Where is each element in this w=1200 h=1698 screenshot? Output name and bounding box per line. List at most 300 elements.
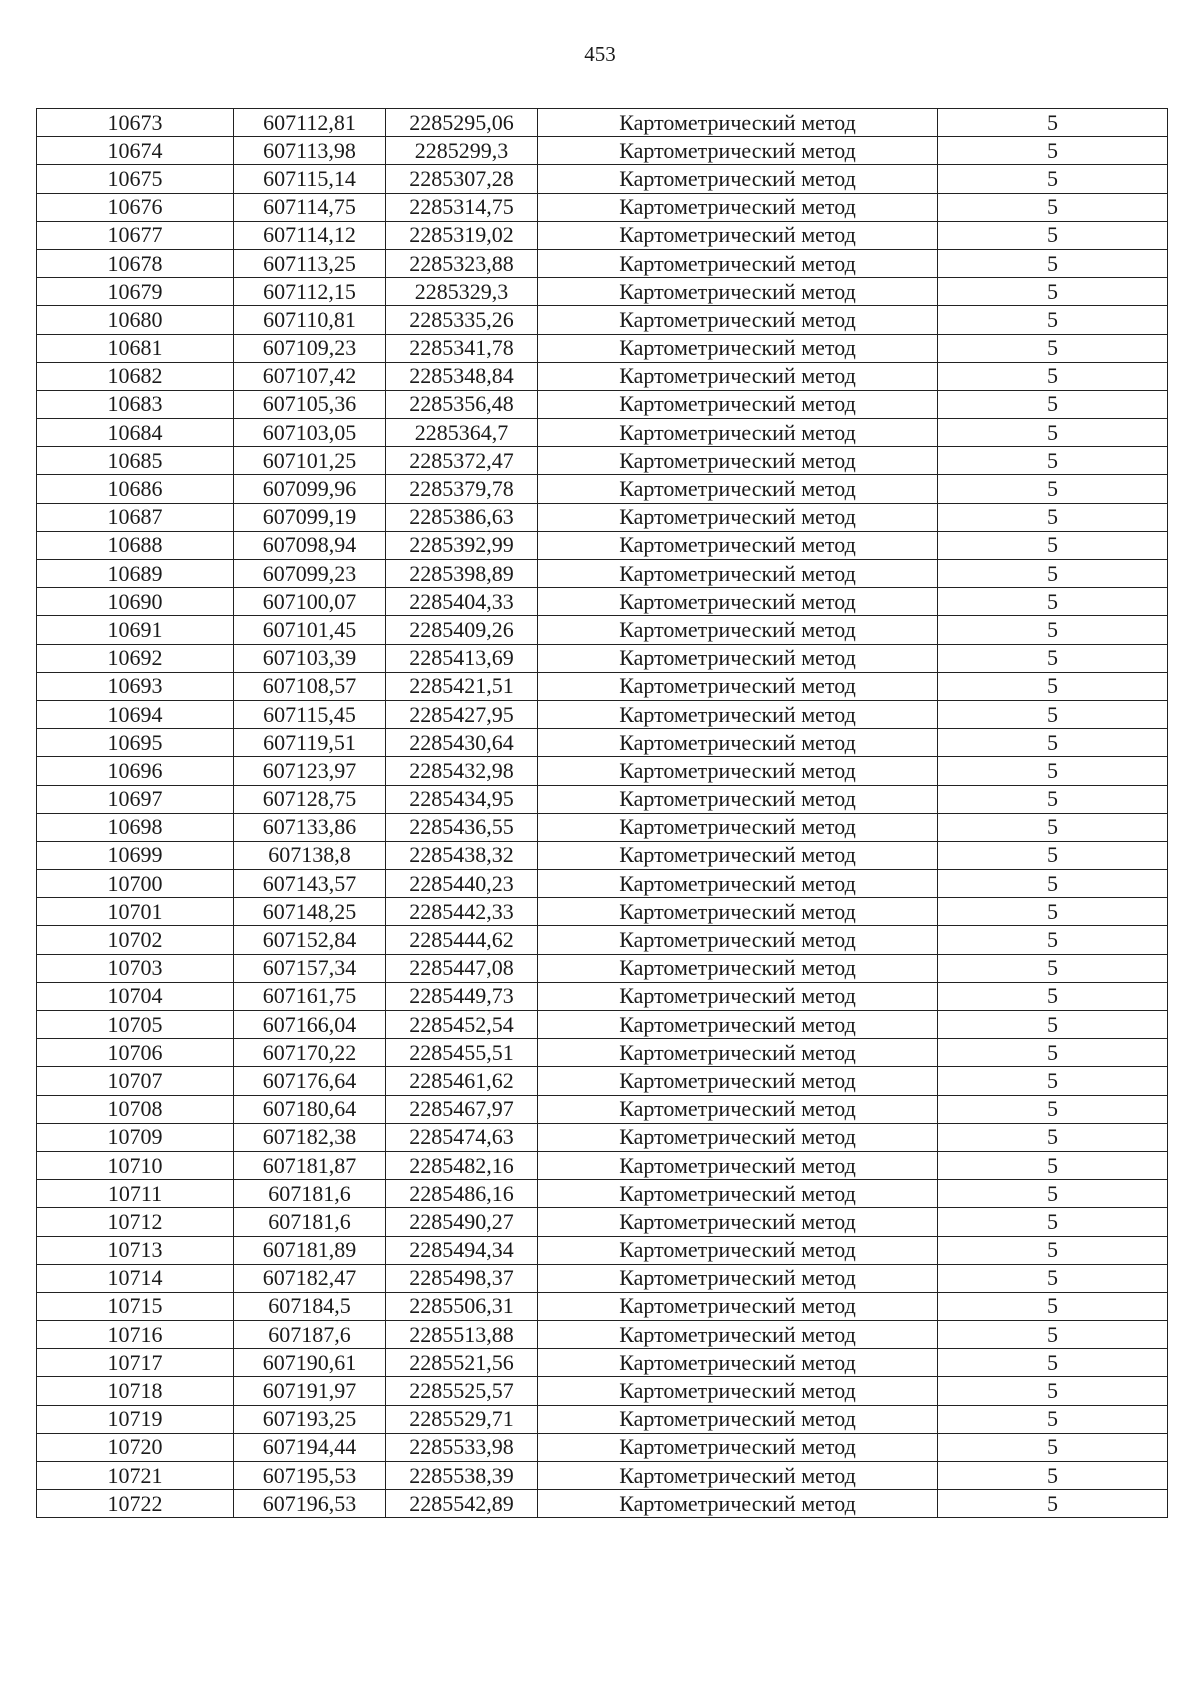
- table-row: [37, 785, 1168, 813]
- y-coordinate-cell: 2285356,48: [386, 390, 538, 418]
- point-number-cell: 10675: [37, 165, 234, 193]
- point-number-cell: 10706: [37, 1039, 234, 1067]
- method-cell: Картометрический метод: [538, 278, 938, 306]
- point-number-cell: 10721: [37, 1462, 234, 1490]
- accuracy-cell: 5: [938, 447, 1168, 475]
- x-coordinate-cell: 607133,86: [234, 813, 386, 841]
- accuracy-cell: 5: [938, 165, 1168, 193]
- point-number-cell: 10684: [37, 419, 234, 447]
- x-coordinate-cell: 607176,64: [234, 1067, 386, 1095]
- x-coordinate-cell: 607143,57: [234, 870, 386, 898]
- method-cell: Картометрический метод: [538, 1349, 938, 1377]
- y-coordinate-cell: 2285409,26: [386, 616, 538, 644]
- table-row: [37, 1377, 1168, 1405]
- table-row: [37, 447, 1168, 475]
- table-row: [37, 306, 1168, 334]
- point-number-cell: 10700: [37, 870, 234, 898]
- y-coordinate-cell: 2285486,16: [386, 1180, 538, 1208]
- y-coordinate-cell: 2285467,97: [386, 1095, 538, 1123]
- y-coordinate-cell: 2285299,3: [386, 137, 538, 165]
- y-coordinate-cell: 2285404,33: [386, 588, 538, 616]
- table-row: [37, 616, 1168, 644]
- point-number-cell: 10694: [37, 700, 234, 728]
- method-cell: Картометрический метод: [538, 1405, 938, 1433]
- x-coordinate-cell: 607115,45: [234, 700, 386, 728]
- accuracy-cell: 5: [938, 137, 1168, 165]
- point-number-cell: 10692: [37, 644, 234, 672]
- accuracy-cell: 5: [938, 475, 1168, 503]
- y-coordinate-cell: 2285398,89: [386, 560, 538, 588]
- page-number: 453: [584, 42, 616, 66]
- y-coordinate-cell: 2285427,95: [386, 700, 538, 728]
- point-number-cell: 10687: [37, 503, 234, 531]
- accuracy-cell: 5: [938, 109, 1168, 137]
- x-coordinate-cell: 607184,5: [234, 1292, 386, 1320]
- accuracy-cell: 5: [938, 982, 1168, 1010]
- y-coordinate-cell: 2285323,88: [386, 249, 538, 277]
- method-cell: Картометрический метод: [538, 1067, 938, 1095]
- method-cell: Картометрический метод: [538, 1462, 938, 1490]
- method-cell: Картометрический метод: [538, 841, 938, 869]
- accuracy-cell: 5: [938, 1180, 1168, 1208]
- x-coordinate-cell: 607190,61: [234, 1349, 386, 1377]
- x-coordinate-cell: 607112,81: [234, 109, 386, 137]
- point-number-cell: 10703: [37, 954, 234, 982]
- point-number-cell: 10701: [37, 898, 234, 926]
- accuracy-cell: 5: [938, 390, 1168, 418]
- accuracy-cell: 5: [938, 560, 1168, 588]
- method-cell: Картометрический метод: [538, 616, 938, 644]
- y-coordinate-cell: 2285521,56: [386, 1349, 538, 1377]
- table-row: [37, 1321, 1168, 1349]
- method-cell: Картометрический метод: [538, 926, 938, 954]
- point-number-cell: 10707: [37, 1067, 234, 1095]
- table-row: [37, 926, 1168, 954]
- y-coordinate-cell: 2285348,84: [386, 362, 538, 390]
- accuracy-cell: 5: [938, 954, 1168, 982]
- table-row: [37, 475, 1168, 503]
- point-number-cell: 10690: [37, 588, 234, 616]
- method-cell: Картометрический метод: [538, 390, 938, 418]
- accuracy-cell: 5: [938, 870, 1168, 898]
- y-coordinate-cell: 2285295,06: [386, 109, 538, 137]
- method-cell: Картометрический метод: [538, 813, 938, 841]
- method-cell: Картометрический метод: [538, 1095, 938, 1123]
- table-row: [37, 841, 1168, 869]
- table-row: [37, 560, 1168, 588]
- y-coordinate-cell: 2285430,64: [386, 729, 538, 757]
- method-cell: Картометрический метод: [538, 165, 938, 193]
- method-cell: Картометрический метод: [538, 1490, 938, 1518]
- table-row: [37, 1264, 1168, 1292]
- point-number-cell: 10702: [37, 926, 234, 954]
- y-coordinate-cell: 2285506,31: [386, 1292, 538, 1320]
- table-row: [37, 1011, 1168, 1039]
- method-cell: Картометрический метод: [538, 1264, 938, 1292]
- point-number-cell: 10722: [37, 1490, 234, 1518]
- x-coordinate-cell: 607103,05: [234, 419, 386, 447]
- accuracy-cell: 5: [938, 729, 1168, 757]
- coordinates-table: [36, 108, 1168, 1518]
- y-coordinate-cell: 2285474,63: [386, 1123, 538, 1151]
- accuracy-cell: 5: [938, 898, 1168, 926]
- x-coordinate-cell: 607110,81: [234, 306, 386, 334]
- x-coordinate-cell: 607114,12: [234, 221, 386, 249]
- accuracy-cell: 5: [938, 531, 1168, 559]
- accuracy-cell: 5: [938, 1208, 1168, 1236]
- point-number-cell: 10674: [37, 137, 234, 165]
- x-coordinate-cell: 607108,57: [234, 672, 386, 700]
- accuracy-cell: 5: [938, 1123, 1168, 1151]
- y-coordinate-cell: 2285372,47: [386, 447, 538, 475]
- accuracy-cell: 5: [938, 419, 1168, 447]
- accuracy-cell: 5: [938, 1405, 1168, 1433]
- y-coordinate-cell: 2285482,16: [386, 1151, 538, 1179]
- x-coordinate-cell: 607193,25: [234, 1405, 386, 1433]
- x-coordinate-cell: 607195,53: [234, 1462, 386, 1490]
- point-number-cell: 10696: [37, 757, 234, 785]
- point-number-cell: 10716: [37, 1321, 234, 1349]
- y-coordinate-cell: 2285447,08: [386, 954, 538, 982]
- point-number-cell: 10713: [37, 1236, 234, 1264]
- coordinates-table-body: [37, 109, 1168, 1518]
- table-row: [37, 588, 1168, 616]
- table-row: [37, 757, 1168, 785]
- table-row: [37, 1180, 1168, 1208]
- x-coordinate-cell: 607182,38: [234, 1123, 386, 1151]
- x-coordinate-cell: 607181,6: [234, 1180, 386, 1208]
- x-coordinate-cell: 607182,47: [234, 1264, 386, 1292]
- accuracy-cell: 5: [938, 1067, 1168, 1095]
- y-coordinate-cell: 2285513,88: [386, 1321, 538, 1349]
- accuracy-cell: 5: [938, 278, 1168, 306]
- method-cell: Картометрический метод: [538, 1180, 938, 1208]
- y-coordinate-cell: 2285525,57: [386, 1377, 538, 1405]
- table-row: [37, 390, 1168, 418]
- table-row: [37, 954, 1168, 982]
- y-coordinate-cell: 2285490,27: [386, 1208, 538, 1236]
- point-number-cell: 10698: [37, 813, 234, 841]
- x-coordinate-cell: 607196,53: [234, 1490, 386, 1518]
- point-number-cell: 10718: [37, 1377, 234, 1405]
- method-cell: Картометрический метод: [538, 503, 938, 531]
- accuracy-cell: 5: [938, 1377, 1168, 1405]
- table-row: [37, 672, 1168, 700]
- y-coordinate-cell: 2285413,69: [386, 644, 538, 672]
- point-number-cell: 10709: [37, 1123, 234, 1151]
- table-row: [37, 1095, 1168, 1123]
- y-coordinate-cell: 2285392,99: [386, 531, 538, 559]
- method-cell: Картометрический метод: [538, 306, 938, 334]
- method-cell: Картометрический метод: [538, 785, 938, 813]
- method-cell: Картометрический метод: [538, 644, 938, 672]
- accuracy-cell: 5: [938, 1433, 1168, 1461]
- table-row: [37, 644, 1168, 672]
- point-number-cell: 10695: [37, 729, 234, 757]
- method-cell: Картометрический метод: [538, 249, 938, 277]
- accuracy-cell: 5: [938, 1011, 1168, 1039]
- table-row: [37, 362, 1168, 390]
- y-coordinate-cell: 2285436,55: [386, 813, 538, 841]
- y-coordinate-cell: 2285329,3: [386, 278, 538, 306]
- y-coordinate-cell: 2285449,73: [386, 982, 538, 1010]
- method-cell: Картометрический метод: [538, 700, 938, 728]
- table-row: [37, 221, 1168, 249]
- method-cell: Картометрический метод: [538, 137, 938, 165]
- table-row: [37, 870, 1168, 898]
- table-row: [37, 898, 1168, 926]
- y-coordinate-cell: 2285319,02: [386, 221, 538, 249]
- x-coordinate-cell: 607166,04: [234, 1011, 386, 1039]
- point-number-cell: 10697: [37, 785, 234, 813]
- x-coordinate-cell: 607100,07: [234, 588, 386, 616]
- accuracy-cell: 5: [938, 588, 1168, 616]
- table-row: [37, 334, 1168, 362]
- y-coordinate-cell: 2285307,28: [386, 165, 538, 193]
- table-row: [37, 1292, 1168, 1320]
- y-coordinate-cell: 2285364,7: [386, 419, 538, 447]
- y-coordinate-cell: 2285432,98: [386, 757, 538, 785]
- point-number-cell: 10682: [37, 362, 234, 390]
- x-coordinate-cell: 607099,19: [234, 503, 386, 531]
- table-row: [37, 729, 1168, 757]
- point-number-cell: 10676: [37, 193, 234, 221]
- y-coordinate-cell: 2285442,33: [386, 898, 538, 926]
- x-coordinate-cell: 607157,34: [234, 954, 386, 982]
- x-coordinate-cell: 607103,39: [234, 644, 386, 672]
- table-row: [37, 1067, 1168, 1095]
- table-row: [37, 419, 1168, 447]
- method-cell: Картометрический метод: [538, 362, 938, 390]
- point-number-cell: 10699: [37, 841, 234, 869]
- method-cell: Картометрический метод: [538, 193, 938, 221]
- point-number-cell: 10679: [37, 278, 234, 306]
- accuracy-cell: 5: [938, 1462, 1168, 1490]
- point-number-cell: 10689: [37, 560, 234, 588]
- method-cell: Картометрический метод: [538, 560, 938, 588]
- method-cell: Картометрический метод: [538, 531, 938, 559]
- method-cell: Картометрический метод: [538, 334, 938, 362]
- x-coordinate-cell: 607181,87: [234, 1151, 386, 1179]
- point-number-cell: 10693: [37, 672, 234, 700]
- accuracy-cell: 5: [938, 1095, 1168, 1123]
- accuracy-cell: 5: [938, 757, 1168, 785]
- y-coordinate-cell: 2285341,78: [386, 334, 538, 362]
- point-number-cell: 10683: [37, 390, 234, 418]
- method-cell: Картометрический метод: [538, 1151, 938, 1179]
- accuracy-cell: 5: [938, 813, 1168, 841]
- x-coordinate-cell: 607152,84: [234, 926, 386, 954]
- point-number-cell: 10678: [37, 249, 234, 277]
- table-row: [37, 1405, 1168, 1433]
- x-coordinate-cell: 607170,22: [234, 1039, 386, 1067]
- y-coordinate-cell: 2285461,62: [386, 1067, 538, 1095]
- point-number-cell: 10673: [37, 109, 234, 137]
- method-cell: Картометрический метод: [538, 588, 938, 616]
- y-coordinate-cell: 2285455,51: [386, 1039, 538, 1067]
- accuracy-cell: 5: [938, 362, 1168, 390]
- method-cell: Картометрический метод: [538, 898, 938, 926]
- x-coordinate-cell: 607148,25: [234, 898, 386, 926]
- accuracy-cell: 5: [938, 644, 1168, 672]
- method-cell: Картометрический метод: [538, 672, 938, 700]
- table-row: [37, 109, 1168, 137]
- x-coordinate-cell: 607105,36: [234, 390, 386, 418]
- accuracy-cell: 5: [938, 306, 1168, 334]
- x-coordinate-cell: 607109,23: [234, 334, 386, 362]
- point-number-cell: 10681: [37, 334, 234, 362]
- accuracy-cell: 5: [938, 1490, 1168, 1518]
- accuracy-cell: 5: [938, 503, 1168, 531]
- table-row: [37, 700, 1168, 728]
- method-cell: Картометрический метод: [538, 1292, 938, 1320]
- point-number-cell: 10686: [37, 475, 234, 503]
- table-row: [37, 1039, 1168, 1067]
- table-row: [37, 531, 1168, 559]
- point-number-cell: 10708: [37, 1095, 234, 1123]
- x-coordinate-cell: 607099,23: [234, 560, 386, 588]
- x-coordinate-cell: 607115,14: [234, 165, 386, 193]
- method-cell: Картометрический метод: [538, 1011, 938, 1039]
- y-coordinate-cell: 2285314,75: [386, 193, 538, 221]
- table-row: [37, 1208, 1168, 1236]
- table-row: [37, 1349, 1168, 1377]
- table-row: [37, 982, 1168, 1010]
- method-cell: Картометрический метод: [538, 757, 938, 785]
- x-coordinate-cell: 607113,25: [234, 249, 386, 277]
- y-coordinate-cell: 2285434,95: [386, 785, 538, 813]
- table-row: [37, 1236, 1168, 1264]
- method-cell: Картометрический метод: [538, 1208, 938, 1236]
- table-row: [37, 193, 1168, 221]
- accuracy-cell: 5: [938, 785, 1168, 813]
- method-cell: Картометрический метод: [538, 1321, 938, 1349]
- method-cell: Картометрический метод: [538, 954, 938, 982]
- table-row: [37, 1433, 1168, 1461]
- table-row: [37, 1462, 1168, 1490]
- x-coordinate-cell: 607138,8: [234, 841, 386, 869]
- y-coordinate-cell: 2285438,32: [386, 841, 538, 869]
- table-row: [37, 165, 1168, 193]
- method-cell: Картометрический метод: [538, 221, 938, 249]
- accuracy-cell: 5: [938, 1292, 1168, 1320]
- method-cell: Картометрический метод: [538, 109, 938, 137]
- point-number-cell: 10712: [37, 1208, 234, 1236]
- x-coordinate-cell: 607098,94: [234, 531, 386, 559]
- accuracy-cell: 5: [938, 221, 1168, 249]
- table-row: [37, 249, 1168, 277]
- accuracy-cell: 5: [938, 249, 1168, 277]
- method-cell: Картометрический метод: [538, 729, 938, 757]
- accuracy-cell: 5: [938, 841, 1168, 869]
- x-coordinate-cell: 607123,97: [234, 757, 386, 785]
- point-number-cell: 10720: [37, 1433, 234, 1461]
- accuracy-cell: 5: [938, 926, 1168, 954]
- table-row: [37, 813, 1168, 841]
- y-coordinate-cell: 2285529,71: [386, 1405, 538, 1433]
- y-coordinate-cell: 2285498,37: [386, 1264, 538, 1292]
- x-coordinate-cell: 607191,97: [234, 1377, 386, 1405]
- method-cell: Картометрический метод: [538, 982, 938, 1010]
- accuracy-cell: 5: [938, 700, 1168, 728]
- accuracy-cell: 5: [938, 1236, 1168, 1264]
- point-number-cell: 10688: [37, 531, 234, 559]
- y-coordinate-cell: 2285444,62: [386, 926, 538, 954]
- table-row: [37, 1123, 1168, 1151]
- x-coordinate-cell: 607180,64: [234, 1095, 386, 1123]
- y-coordinate-cell: 2285335,26: [386, 306, 538, 334]
- x-coordinate-cell: 607101,45: [234, 616, 386, 644]
- point-number-cell: 10719: [37, 1405, 234, 1433]
- y-coordinate-cell: 2285421,51: [386, 672, 538, 700]
- point-number-cell: 10704: [37, 982, 234, 1010]
- x-coordinate-cell: 607181,89: [234, 1236, 386, 1264]
- point-number-cell: 10714: [37, 1264, 234, 1292]
- point-number-cell: 10705: [37, 1011, 234, 1039]
- accuracy-cell: 5: [938, 616, 1168, 644]
- point-number-cell: 10680: [37, 306, 234, 334]
- point-number-cell: 10685: [37, 447, 234, 475]
- x-coordinate-cell: 607161,75: [234, 982, 386, 1010]
- point-number-cell: 10711: [37, 1180, 234, 1208]
- y-coordinate-cell: 2285494,34: [386, 1236, 538, 1264]
- method-cell: Картометрический метод: [538, 1236, 938, 1264]
- accuracy-cell: 5: [938, 672, 1168, 700]
- x-coordinate-cell: 607181,6: [234, 1208, 386, 1236]
- y-coordinate-cell: 2285452,54: [386, 1011, 538, 1039]
- accuracy-cell: 5: [938, 193, 1168, 221]
- x-coordinate-cell: 607107,42: [234, 362, 386, 390]
- x-coordinate-cell: 607128,75: [234, 785, 386, 813]
- accuracy-cell: 5: [938, 1039, 1168, 1067]
- table-row: [37, 503, 1168, 531]
- accuracy-cell: 5: [938, 1349, 1168, 1377]
- method-cell: Картометрический метод: [538, 419, 938, 447]
- accuracy-cell: 5: [938, 1321, 1168, 1349]
- accuracy-cell: 5: [938, 334, 1168, 362]
- y-coordinate-cell: 2285386,63: [386, 503, 538, 531]
- y-coordinate-cell: 2285379,78: [386, 475, 538, 503]
- x-coordinate-cell: 607187,6: [234, 1321, 386, 1349]
- table-row: [37, 278, 1168, 306]
- x-coordinate-cell: 607119,51: [234, 729, 386, 757]
- method-cell: Картометрический метод: [538, 447, 938, 475]
- table-row: [37, 1151, 1168, 1179]
- y-coordinate-cell: 2285440,23: [386, 870, 538, 898]
- x-coordinate-cell: 607114,75: [234, 193, 386, 221]
- point-number-cell: 10710: [37, 1151, 234, 1179]
- accuracy-cell: 5: [938, 1264, 1168, 1292]
- table-row: [37, 137, 1168, 165]
- x-coordinate-cell: 607099,96: [234, 475, 386, 503]
- method-cell: Картометрический метод: [538, 1039, 938, 1067]
- point-number-cell: 10715: [37, 1292, 234, 1320]
- method-cell: Картометрический метод: [538, 1123, 938, 1151]
- method-cell: Картометрический метод: [538, 1377, 938, 1405]
- method-cell: Картометрический метод: [538, 475, 938, 503]
- table-row: [37, 1490, 1168, 1518]
- accuracy-cell: 5: [938, 1151, 1168, 1179]
- point-number-cell: 10691: [37, 616, 234, 644]
- x-coordinate-cell: 607101,25: [234, 447, 386, 475]
- y-coordinate-cell: 2285542,89: [386, 1490, 538, 1518]
- x-coordinate-cell: 607112,15: [234, 278, 386, 306]
- x-coordinate-cell: 607194,44: [234, 1433, 386, 1461]
- y-coordinate-cell: 2285533,98: [386, 1433, 538, 1461]
- method-cell: Картометрический метод: [538, 1433, 938, 1461]
- x-coordinate-cell: 607113,98: [234, 137, 386, 165]
- point-number-cell: 10717: [37, 1349, 234, 1377]
